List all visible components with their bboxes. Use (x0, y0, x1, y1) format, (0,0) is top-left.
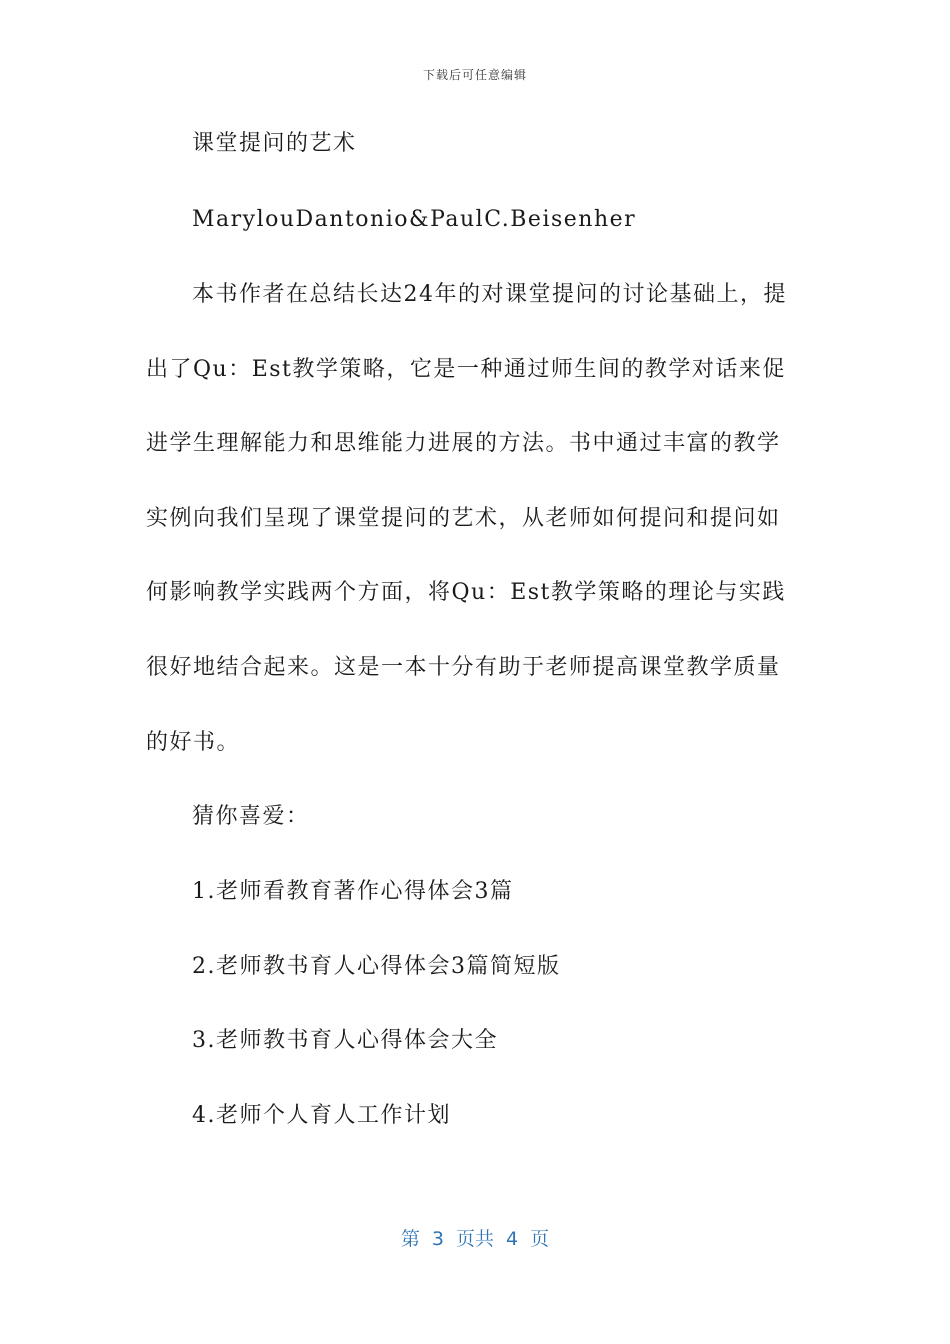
body-line-5: 何影响教学实践两个方面，将Qu：Est教学策略的理论与实践 (146, 580, 786, 605)
page-footer (0, 1224, 950, 1251)
body-line-3: 进学生理解能力和思维能力进展的方法。书中通过丰富的教学 (146, 431, 781, 456)
recommend-item-2[interactable]: 2.老师教书育人心得体会3篇简短版 (192, 954, 561, 979)
footer-prefix: 第 (400, 1228, 420, 1250)
footer-total-pages: 4 (506, 1228, 519, 1250)
document-title: 课堂提问的艺术 (192, 131, 357, 156)
recommend-item-4[interactable]: 4.老师个人育人工作计划 (192, 1103, 451, 1128)
footer-current-page: 3 (431, 1228, 444, 1250)
body-line-4: 实例向我们呈现了课堂提问的艺术，从老师如何提问和提问如 (146, 506, 781, 531)
header-note: 下载后可任意编辑 (422, 68, 527, 82)
body-line-2: 出了Qu：Est教学策略，它是一种通过师生间的教学对话来促 (146, 357, 786, 382)
document-authors: MarylouDantonio&PaulC.Beisenher (192, 207, 637, 232)
body-line-6: 很好地结合起来。这是一本十分有助于老师提高课堂教学质量 (146, 655, 781, 680)
recommend-item-3[interactable]: 3.老师教书育人心得体会大全 (192, 1028, 498, 1053)
footer-suffix: 页 (530, 1228, 550, 1250)
recommend-heading: 猜你喜爱： (192, 804, 310, 829)
recommend-item-1[interactable]: 1.老师看教育著作心得体会3篇 (192, 879, 514, 904)
body-line-7: 的好书。 (146, 730, 241, 755)
footer-mid: 页共 (455, 1228, 494, 1250)
body-line-1: 本书作者在总结长达24年的对课堂提问的讨论基础上，提 (192, 282, 787, 307)
